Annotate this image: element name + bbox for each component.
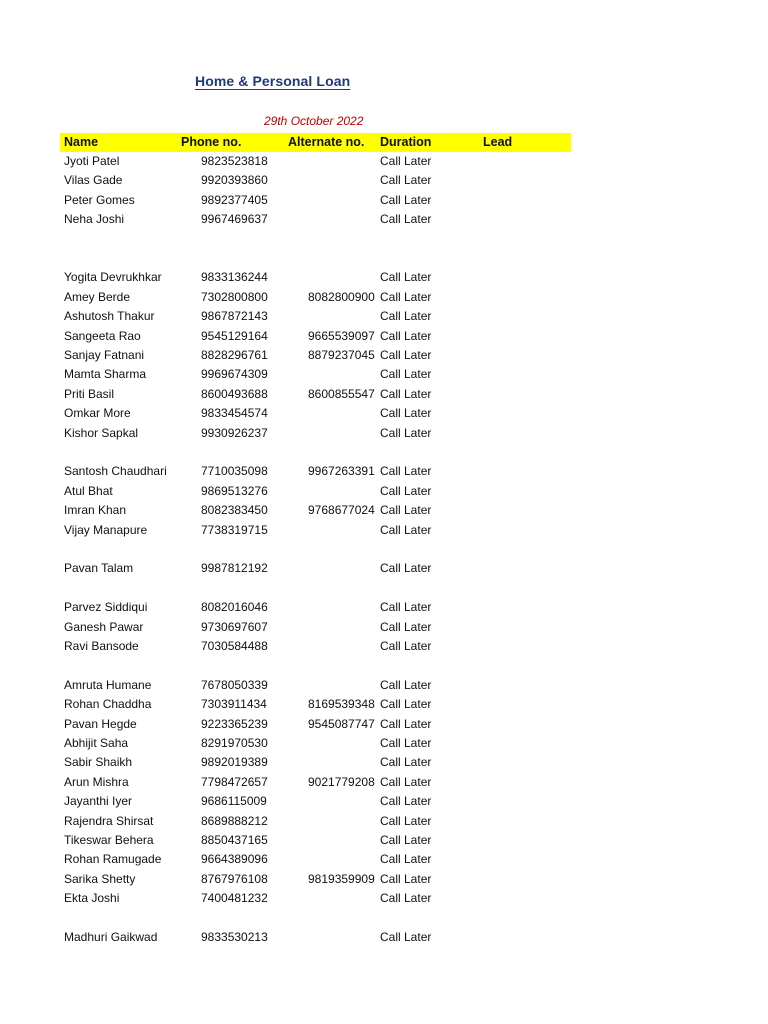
cell-alternate: 9967263391 [308,464,375,479]
cell-duration: Call Later [380,406,432,421]
cell-phone: 9967469637 [201,212,268,227]
cell-phone: 8082383450 [201,503,268,518]
cell-phone: 9833454574 [201,406,268,421]
cell-phone: 8291970530 [201,736,268,750]
cell-name: Mamta Sharma [64,367,147,382]
cell-phone: 9833136244 [201,270,268,285]
cell-duration: Call Later [380,833,432,847]
cell-alternate: 8600855547 [308,386,375,401]
cell-phone: 9869513276 [201,483,268,498]
cell-phone: 8689888212 [201,813,268,828]
cell-phone: 7303911434 [201,697,267,712]
cell-name: Peter Gomes [64,192,135,207]
header-name: Name [64,135,99,149]
cell-alternate: 9021779208 [308,774,375,789]
cell-alternate: 9665539097 [308,328,375,343]
table-row [0,736,768,755]
cell-duration: Call Later [380,328,432,343]
cell-phone: 7030584488 [201,639,268,653]
cell-duration: Call Later [380,736,432,750]
cell-name: Santosh Chaudhari [64,464,167,479]
cell-phone: 9892019389 [201,755,268,770]
cell-phone: 7400481232 [201,891,268,906]
table-row [0,930,768,949]
cell-duration: Call Later [380,677,432,692]
table-row [0,717,768,736]
cell-name: Jyoti Patel [64,154,120,168]
cell-name: Tikeswar Behera [64,833,154,847]
cell-phone: 9892377405 [201,192,268,207]
cell-phone: 7798472657 [201,774,268,789]
cell-phone: 9833530213 [201,930,268,944]
cell-name: Ganesh Pawar [64,619,144,634]
cell-duration: Call Later [380,192,432,207]
cell-duration: Call Later [380,619,432,634]
table-row [0,600,768,619]
cell-name: Pavan Talam [64,561,134,576]
cell-name: Pavan Hegde [64,716,137,731]
cell-name: Ekta Joshi [64,891,120,906]
cell-duration: Call Later [380,639,432,653]
table-row [0,367,768,386]
cell-duration: Call Later [380,697,432,712]
cell-alternate: 8082800900 [308,289,375,304]
cell-duration: Call Later [380,154,432,168]
table-row [0,523,768,542]
table-row [0,872,768,891]
header-alternate: Alternate no. [288,135,365,149]
table-row [0,387,768,406]
cell-phone: 9545129164 [201,328,268,343]
report-date: 29th October 2022 [264,114,364,128]
table-row [0,348,768,367]
cell-phone: 9823523818 [201,154,268,168]
cell-duration: Call Later [380,755,432,770]
table-row [0,775,768,794]
cell-name: Sabir Shaikh [64,755,133,770]
table-row [0,212,768,231]
cell-duration: Call Later [380,386,432,401]
header-duration: Duration [380,135,432,149]
table-row [0,270,768,289]
cell-name: Ravi Bansode [64,639,139,653]
cell-name: Imran Khan [64,503,127,518]
cell-alternate: 9819359909 [308,871,375,886]
cell-phone: 8828296761 [201,348,268,362]
table-row [0,484,768,503]
cell-phone: 9686115009 [201,794,267,809]
cell-name: Atul Bhat [64,483,113,498]
cell-name: Rohan Chaddha [64,697,152,712]
cell-name: Amey Berde [64,289,131,304]
cell-name: Abhijit Saha [64,736,129,750]
cell-name: Sanjay Fatnani [64,348,145,362]
cell-duration: Call Later [380,483,432,498]
cell-name: Arun Mishra [64,774,129,789]
cell-duration: Call Later [380,522,432,537]
cell-phone: 7678050339 [201,677,268,692]
table-row [0,503,768,522]
cell-duration: Call Later [380,348,432,362]
cell-name: Ashutosh Thakur [64,309,155,324]
cell-name: Omkar More [64,406,131,421]
table-row [0,678,768,697]
cell-name: Jayanthi Iyer [64,794,133,809]
table-row [0,173,768,192]
table-row [0,794,768,813]
cell-phone: 7710035098 [201,464,268,479]
table-row [0,891,768,910]
cell-duration: Call Later [380,716,432,731]
cell-name: Neha Joshi [64,212,125,227]
cell-phone: 7302800800 [201,289,268,304]
header-phone: Phone no. [181,135,242,149]
table-row [0,406,768,425]
cell-duration: Call Later [380,503,432,518]
cell-name: Vilas Gade [64,173,123,188]
cell-duration: Call Later [380,212,432,227]
cell-alternate: 9768677024 [308,503,375,518]
cell-duration: Call Later [380,561,432,576]
cell-duration: Call Later [380,289,432,304]
cell-name: Yogita Devrukhkar [64,270,162,285]
cell-phone: 8600493688 [201,386,268,401]
cell-name: Madhuri Gaikwad [64,930,158,944]
cell-phone: 9969674309 [201,367,268,382]
cell-duration: Call Later [380,309,432,324]
cell-duration: Call Later [380,270,432,285]
cell-phone: 9664389096 [201,852,268,867]
cell-name: Vijay Manapure [64,522,148,537]
cell-duration: Call Later [380,930,432,944]
cell-phone: 8082016046 [201,600,268,615]
cell-phone: 9223365239 [201,716,268,731]
cell-phone: 9867872143 [201,309,268,324]
cell-name: Rajendra Shirsat [64,813,154,828]
table-row [0,154,768,173]
cell-name: Rohan Ramugade [64,852,162,867]
cell-duration: Call Later [380,367,432,382]
cell-alternate: 8879237045 [308,348,375,362]
cell-duration: Call Later [380,464,432,479]
cell-name: Parvez Siddiqui [64,600,148,615]
cell-phone: 9930926237 [201,425,268,440]
cell-name: Sarika Shetty [64,871,136,886]
cell-name: Priti Basil [64,386,115,401]
table-row [0,833,768,852]
table-row [0,697,768,716]
cell-name: Amruta Humane [64,677,152,692]
cell-duration: Call Later [380,774,432,789]
cell-phone: 7738319715 [201,522,268,537]
cell-duration: Call Later [380,794,432,809]
cell-phone: 9987812192 [201,561,268,576]
cell-duration: Call Later [380,852,432,867]
cell-phone: 9920393860 [201,173,268,188]
cell-duration: Call Later [380,891,432,906]
header-lead: Lead [483,135,513,149]
table-row [0,814,768,833]
cell-duration: Call Later [380,871,432,886]
cell-alternate: 8169539348 [308,697,375,712]
cell-duration: Call Later [380,813,432,828]
table-row [0,620,768,639]
table-row [0,309,768,328]
table-row [0,561,768,580]
table-row [0,639,768,658]
cell-phone: 8767976108 [201,871,268,886]
cell-phone: 9730697607 [201,619,268,634]
cell-alternate: 9545087747 [308,716,375,731]
page-title: Home & Personal Loan [195,73,351,89]
cell-name: Sangeeta Rao [64,328,141,343]
cell-duration: Call Later [380,600,432,615]
cell-duration: Call Later [380,173,432,188]
table-row [0,464,768,483]
table-row [0,290,768,309]
table-row [0,426,768,445]
table-row [0,852,768,871]
table-row [0,755,768,774]
table-row [0,329,768,348]
table-row [0,193,768,212]
cell-duration: Call Later [380,425,432,440]
cell-phone: 8850437165 [201,833,268,847]
cell-name: Kishor Sapkal [64,425,139,440]
